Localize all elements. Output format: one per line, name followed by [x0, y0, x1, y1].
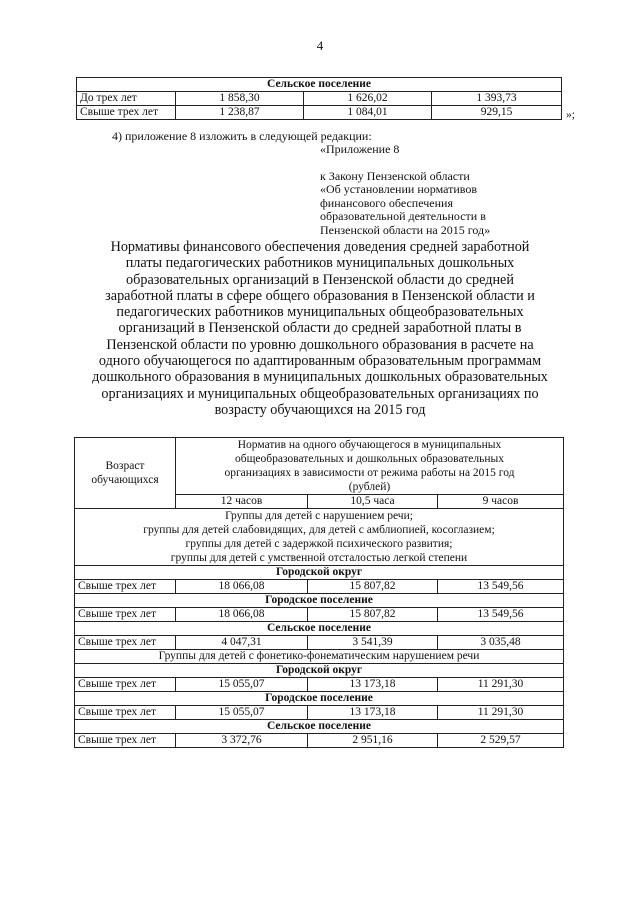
norms-table: [74, 437, 564, 748]
header-norm-line: (рублей): [348, 481, 391, 493]
section-title: Сельское поселение: [75, 622, 564, 636]
title-line: платы педагогических работников муниципальных дошкольных: [125, 255, 515, 272]
mode-header: 10,5 часа: [308, 495, 438, 509]
section-title: Городское поселение: [75, 692, 564, 706]
title-line: образовательных организаций в Пензенской области до средней: [126, 271, 514, 288]
table-row: [75, 580, 564, 594]
value-cell: 3 541,39: [308, 636, 438, 650]
age-label: Свыше трех лет: [75, 636, 176, 650]
value-cell: 11 291,30: [438, 706, 564, 720]
table-row: [75, 636, 564, 650]
table-section-row: [75, 594, 564, 608]
group-title-row: [75, 509, 564, 566]
table-section-row: [77, 78, 562, 92]
value-cell: 1 238,87: [176, 106, 304, 120]
title-line: Пензенской области по уровню дошкольного образования в расчете на: [106, 336, 534, 353]
value-cell: 13 549,56: [438, 580, 564, 594]
table-row: [75, 608, 564, 622]
value-cell: 2 529,57: [438, 734, 564, 748]
appendix-line: «Об установлении нормативов: [320, 182, 478, 196]
age-label: Свыше трех лет: [75, 706, 176, 720]
value-cell: 15 055,07: [176, 678, 308, 692]
header-norm-line: Норматив на одного обучающегося в муниципальных: [237, 439, 502, 451]
header-age-line: Возраст: [105, 460, 145, 472]
value-cell: 15 807,82: [308, 580, 438, 594]
value-cell: 15 055,07: [176, 706, 308, 720]
appendix-header: [320, 143, 490, 237]
value-cell: 1 393,73: [432, 92, 562, 106]
value-cell: 1 626,02: [304, 92, 432, 106]
group-title-line: группы для детей слабовидящих, для детей с амблиопией, косоглазием;: [143, 524, 495, 536]
table-section-row: [75, 720, 564, 734]
value-cell: 3 035,48: [438, 636, 564, 650]
value-cell: 2 951,16: [308, 734, 438, 748]
age-label: Свыше трех лет: [75, 678, 176, 692]
group-title: [75, 509, 564, 566]
table-section-row: [75, 692, 564, 706]
age-label: Свыше трех лет: [77, 106, 176, 120]
header-age-line: обучающихся: [91, 474, 159, 486]
value-cell: 13 173,18: [308, 678, 438, 692]
header-age: [75, 438, 176, 509]
title-line: одного обучающегося по адаптированным образовательным программам: [98, 353, 542, 370]
value-cell: 18 066,08: [176, 608, 308, 622]
title-line: возрасту обучающихся на 2015 год: [214, 401, 426, 418]
header-norm-line: организациях в зависимости от режима работы на 2015 год: [224, 467, 515, 479]
group-title-line: группы для детей с задержкой психического развития;: [185, 538, 453, 550]
section-title: Городской округ: [75, 664, 564, 678]
table-section-row: [75, 566, 564, 580]
group-title-row: [75, 650, 564, 664]
age-label: Свыше трех лет: [75, 608, 176, 622]
value-cell: 15 807,82: [308, 608, 438, 622]
section-title: Сельское поселение: [75, 720, 564, 734]
header-norm: [176, 438, 564, 495]
table-section-row: [75, 622, 564, 636]
mode-header: 9 часов: [438, 495, 564, 509]
value-cell: 11 291,30: [438, 678, 564, 692]
title-line: организаций в Пензенской области до средней заработной платы в: [118, 320, 522, 337]
table-row: [75, 734, 564, 748]
page-number: 4: [316, 38, 324, 53]
group-title-line: группы для детей с умственной отсталостью легкой степени: [170, 552, 468, 564]
value-cell: 929,15: [432, 106, 562, 120]
title-line: организациях и муниципальных общеобразовательных организациях по: [101, 385, 539, 402]
title-line: дошкольного образования в муниципальных дошкольных образовательных: [92, 369, 548, 386]
appendix-line: финансового обеспечения: [320, 195, 453, 210]
table-row: [75, 678, 564, 692]
value-cell: 3 372,76: [176, 734, 308, 748]
amendment-instruction: 4) приложение 8 изложить в следующей редакции:: [112, 129, 372, 143]
closing-quote-mark: »;: [566, 109, 575, 121]
age-label: До трех лет: [77, 92, 176, 106]
title-line: Нормативы финансового обеспечения доведения средней заработной: [110, 239, 530, 255]
section-title: Городское поселение: [75, 594, 564, 608]
section-title: Сельское поселение: [77, 78, 562, 92]
section-title: Городской округ: [75, 566, 564, 580]
title-line: заработной платы в сфере общего образования в Пензенской области и: [105, 287, 535, 304]
value-cell: 13 173,18: [308, 706, 438, 720]
table-header-row: [75, 438, 564, 495]
appendix-line: образовательной деятельности в: [320, 209, 486, 223]
group-title: Группы для детей с фонетико-фонематическим нарушением речи: [75, 650, 564, 664]
age-label: Свыше трех лет: [75, 580, 176, 594]
header-norm-line: общеобразовательных и дошкольных образовательных: [234, 453, 505, 465]
table-section-row: [75, 664, 564, 678]
appendix-line: Пензенской области на 2015 год»: [320, 222, 491, 237]
table-row: [75, 706, 564, 720]
mode-header: 12 часов: [176, 495, 308, 509]
document-title: [80, 239, 560, 418]
top-rural-table: [76, 77, 562, 120]
value-cell: 4 047,31: [176, 636, 308, 650]
value-cell: 13 549,56: [438, 608, 564, 622]
table-row: [77, 92, 562, 106]
appendix-line: к Закону Пензенской области: [320, 168, 470, 183]
value-cell: 1 858,30: [176, 92, 304, 106]
value-cell: 18 066,08: [176, 580, 308, 594]
title-line: педагогических работников муниципальных общеобразовательных: [116, 304, 524, 321]
table-row: [77, 106, 562, 120]
appendix-heading: «Приложение 8: [320, 142, 400, 156]
value-cell: 1 084,01: [304, 106, 432, 120]
age-label: Свыше трех лет: [75, 734, 176, 748]
group-title-line: Группы для детей с нарушением речи;: [225, 510, 413, 522]
